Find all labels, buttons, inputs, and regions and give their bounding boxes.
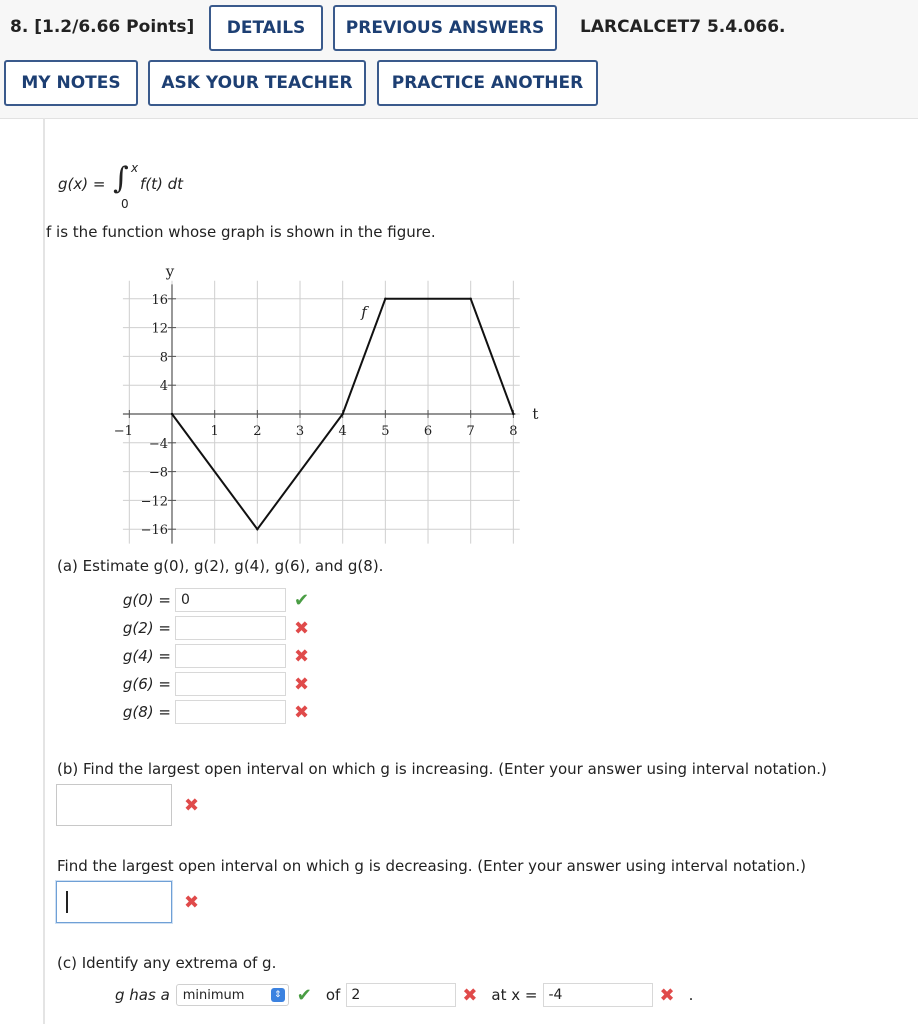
incorrect-cross-icon: ✖ — [294, 617, 310, 639]
problem-description: f is the function whose graph is shown in the figure. — [46, 223, 436, 241]
incorrect-cross-icon: ✖ — [294, 645, 310, 667]
g-value-row — [115, 616, 309, 640]
g-value-label: g(2) = — [122, 619, 171, 637]
g-value-input[interactable] — [175, 616, 286, 640]
y-tick-label: −12 — [140, 494, 168, 510]
g-value-row — [115, 672, 309, 696]
series-label-f: f — [361, 302, 367, 321]
part-c-prompt: (c) Identify any extrema of g. — [57, 954, 277, 972]
decreasing-interval-input[interactable] — [56, 881, 172, 923]
function-f-point — [341, 413, 343, 415]
function-f-point — [256, 528, 258, 530]
extrema-lead-text: g has a — [115, 986, 170, 1004]
ask-your-teacher-button[interactable]: ASK YOUR TEACHER — [148, 60, 366, 106]
y-tick-label: 8 — [159, 350, 168, 366]
extrema-answer-row — [115, 983, 693, 1007]
function-f-point — [469, 298, 471, 300]
x-tick-label: 7 — [466, 424, 475, 439]
increasing-interval-input[interactable] — [56, 784, 172, 826]
practice-another-button[interactable]: PRACTICE ANOTHER — [377, 60, 598, 106]
integral-lower-limit: 0 — [121, 197, 129, 211]
extrema-x-text: -4 — [548, 987, 563, 1003]
y-tick-label: 12 — [151, 321, 168, 337]
function-f-point — [171, 413, 173, 415]
y-axis-label: y — [165, 262, 175, 281]
extrema-type-value: minimum — [182, 987, 245, 1003]
y-tick-label: 4 — [159, 379, 168, 395]
g-value-label: g(0) = — [122, 591, 171, 609]
g-value-input[interactable] — [175, 700, 286, 724]
function-f-point — [384, 298, 386, 300]
x-tick-label: 6 — [423, 424, 433, 439]
my-notes-button[interactable]: MY NOTES — [4, 60, 138, 106]
decreasing-incorrect-icon: ✖ — [184, 892, 200, 913]
extrema-value-input[interactable] — [346, 983, 456, 1007]
correct-check-icon: ✔ — [294, 589, 310, 611]
part-b-increasing-prompt: (b) Find the largest open interval on which g is increasing. (Enter your answer using interval notation.) — [57, 760, 827, 778]
extrema-value-text: 2 — [351, 987, 361, 1003]
part-b-decreasing-prompt: Find the largest open interval on which g is decreasing. (Enter your answer using interval notation.) — [57, 857, 806, 875]
integrand: f(t) dt — [140, 175, 184, 193]
g-value-input[interactable] — [175, 644, 286, 668]
y-tick-label: −4 — [148, 436, 168, 452]
x-axis-label: t — [532, 405, 539, 423]
g-value-row — [115, 644, 309, 668]
g-value-label: g(8) = — [122, 703, 171, 721]
incorrect-cross-icon: ✖ — [294, 673, 310, 695]
select-arrows-icon: ⇕ — [271, 988, 285, 1002]
x-tick-label: −1 — [113, 424, 133, 439]
integral-upper-limit: x — [131, 161, 139, 175]
extrema-type-correct-icon: ✔ — [296, 984, 312, 1006]
points-text: [1.2/6.66 Points] — [34, 17, 195, 37]
x-tick-label: 1 — [210, 424, 219, 439]
chart-grid — [123, 281, 520, 544]
reference-code: LARCALCET7 5.4.066. — [580, 17, 786, 37]
increasing-incorrect-icon: ✖ — [184, 795, 200, 816]
question-body-rule — [43, 118, 45, 1024]
extrema-x-incorrect-icon: ✖ — [659, 984, 675, 1006]
extrema-x-input[interactable] — [543, 983, 653, 1007]
x-tick-label: 3 — [295, 424, 305, 439]
y-tick-label: −8 — [148, 465, 168, 481]
x-tick-label: 5 — [381, 424, 390, 439]
function-graph — [100, 255, 550, 555]
y-tick-label: 16 — [151, 292, 168, 308]
formula-lhs: g(x) = — [58, 175, 106, 193]
g-value-input[interactable]: 0 — [175, 588, 286, 612]
integral-sign: ∫ — [113, 161, 129, 196]
question-points — [10, 17, 194, 37]
g-value-label: g(6) = — [122, 675, 171, 693]
g-value-row — [115, 700, 309, 724]
question-number: 8. — [10, 17, 29, 37]
incorrect-cross-icon: ✖ — [294, 701, 310, 723]
of-label: of — [325, 986, 341, 1004]
extrema-value-incorrect-icon: ✖ — [462, 984, 478, 1006]
part-a-prompt: (a) Estimate g(0), g(2), g(4), g(6), and g(8). — [57, 557, 384, 575]
extrema-type-select[interactable] — [176, 984, 289, 1006]
y-tick-label: −16 — [140, 523, 168, 539]
question-header — [0, 0, 918, 119]
function-f-point — [512, 413, 514, 415]
g-value-label: g(4) = — [122, 647, 171, 665]
g-value-row — [115, 588, 309, 612]
g-value-input[interactable] — [175, 672, 286, 696]
x-tick-label: 4 — [338, 424, 347, 439]
integral-formula — [58, 161, 258, 215]
x-tick-label: 2 — [253, 424, 262, 439]
sentence-end-period: . — [688, 986, 694, 1004]
details-button[interactable]: DETAILS — [209, 5, 323, 51]
text-caret — [66, 891, 68, 913]
at-x-label: at x = — [491, 986, 538, 1004]
x-tick-label: 8 — [509, 424, 518, 439]
previous-answers-button[interactable]: PREVIOUS ANSWERS — [333, 5, 557, 51]
